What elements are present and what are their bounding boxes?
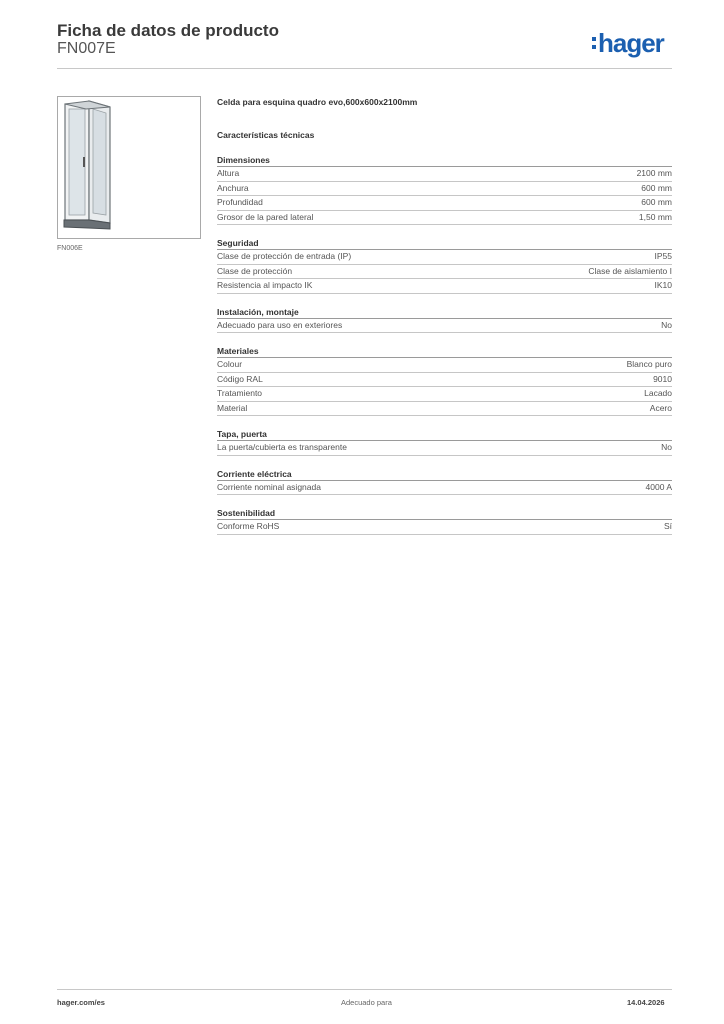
section-title: Tapa, puerta: [217, 429, 672, 441]
spec-row: [217, 373, 672, 388]
spec-label: Corriente nominal asignada: [217, 481, 321, 492]
section-title: Corriente eléctrica: [217, 469, 672, 481]
spec-label: Tratamiento: [217, 388, 263, 398]
spec-value: No: [661, 319, 672, 330]
footer-date: 14.04.2026: [627, 998, 665, 1007]
spec-value: 600 mm: [641, 182, 672, 193]
spec-row: [217, 167, 672, 182]
spec-sections: [217, 155, 672, 535]
product-image: [57, 96, 201, 239]
technical-characteristics-heading: Características técnicas: [217, 130, 315, 140]
footer-note: Adecuado para: [341, 998, 392, 1007]
section-title: Materiales: [217, 346, 672, 358]
spec-value: No: [661, 442, 672, 452]
spec-section: [217, 238, 672, 294]
product-details: [217, 96, 672, 535]
spec-row: [217, 265, 672, 280]
spec-row: [217, 279, 672, 294]
spec-row: [217, 402, 672, 417]
product-name: Celda para esquina quadro evo,600x600x2100mm: [217, 97, 418, 107]
spec-value: IK10: [654, 280, 672, 290]
hager-logo: [592, 27, 664, 59]
spec-label: Clase de protección de entrada (IP): [217, 251, 352, 261]
spec-label: Profundidad: [217, 197, 263, 207]
section-title: Seguridad: [217, 238, 672, 250]
spec-label: Resistencia al impacto IK: [217, 280, 313, 290]
spec-value: 9010: [653, 373, 672, 384]
spec-value: Clase de aislamiento I: [588, 265, 672, 276]
spec-value: 1,50 mm: [638, 211, 672, 222]
footer-website: hager.com/es: [57, 998, 105, 1007]
spec-value: IP55: [654, 251, 672, 261]
spec-row: [217, 319, 672, 334]
spec-label: Clase de protección: [217, 265, 293, 276]
spec-value: Blanco puro: [626, 359, 672, 369]
footer-divider: [57, 989, 672, 990]
spec-label: Anchura: [217, 182, 249, 193]
spec-label: Colour: [217, 359, 243, 369]
spec-label: Adecuado para uso en exteriores: [217, 319, 343, 330]
spec-label: Conforme RoHS: [217, 521, 280, 531]
spec-value: 600 mm: [641, 197, 672, 207]
spec-section: [217, 307, 672, 334]
spec-value: 2100 mm: [636, 168, 672, 178]
page-title: Ficha de datos de producto: [57, 21, 279, 40]
spec-row: [217, 520, 672, 535]
spec-label: Material: [217, 402, 248, 413]
spec-row: [217, 387, 672, 402]
spec-row: [217, 481, 672, 496]
spec-section: [217, 469, 672, 496]
spec-label: Altura: [217, 168, 240, 178]
spec-section: [217, 508, 672, 535]
image-caption: FN006E: [57, 245, 83, 252]
spec-label: Grosor de la pared lateral: [217, 211, 314, 222]
spec-row: [217, 196, 672, 211]
product-code: FN007E: [57, 40, 116, 57]
spec-value: Sí: [663, 521, 672, 531]
spec-value: 4000 A: [645, 481, 672, 492]
logo-wordmark: hager: [598, 28, 664, 58]
logo-colon-icon: [592, 37, 596, 49]
section-title: Dimensiones: [217, 155, 672, 167]
spec-value: Lacado: [644, 388, 672, 398]
spec-row: [217, 182, 672, 197]
spec-section: [217, 429, 672, 456]
spec-row: [217, 211, 672, 226]
spec-section: [217, 155, 672, 225]
spec-label: La puerta/cubierta es transparente: [217, 442, 347, 452]
spec-section: [217, 346, 672, 416]
header-divider: [57, 68, 672, 69]
spec-value: Acero: [649, 402, 672, 413]
spec-row: [217, 358, 672, 373]
section-title: Sostenibilidad: [217, 508, 672, 520]
spec-row: [217, 250, 672, 265]
cabinet-illustration-icon: [58, 97, 200, 238]
section-title: Instalación, montaje: [217, 307, 672, 319]
spec-label: Código RAL: [217, 373, 263, 384]
spec-row: [217, 441, 672, 456]
